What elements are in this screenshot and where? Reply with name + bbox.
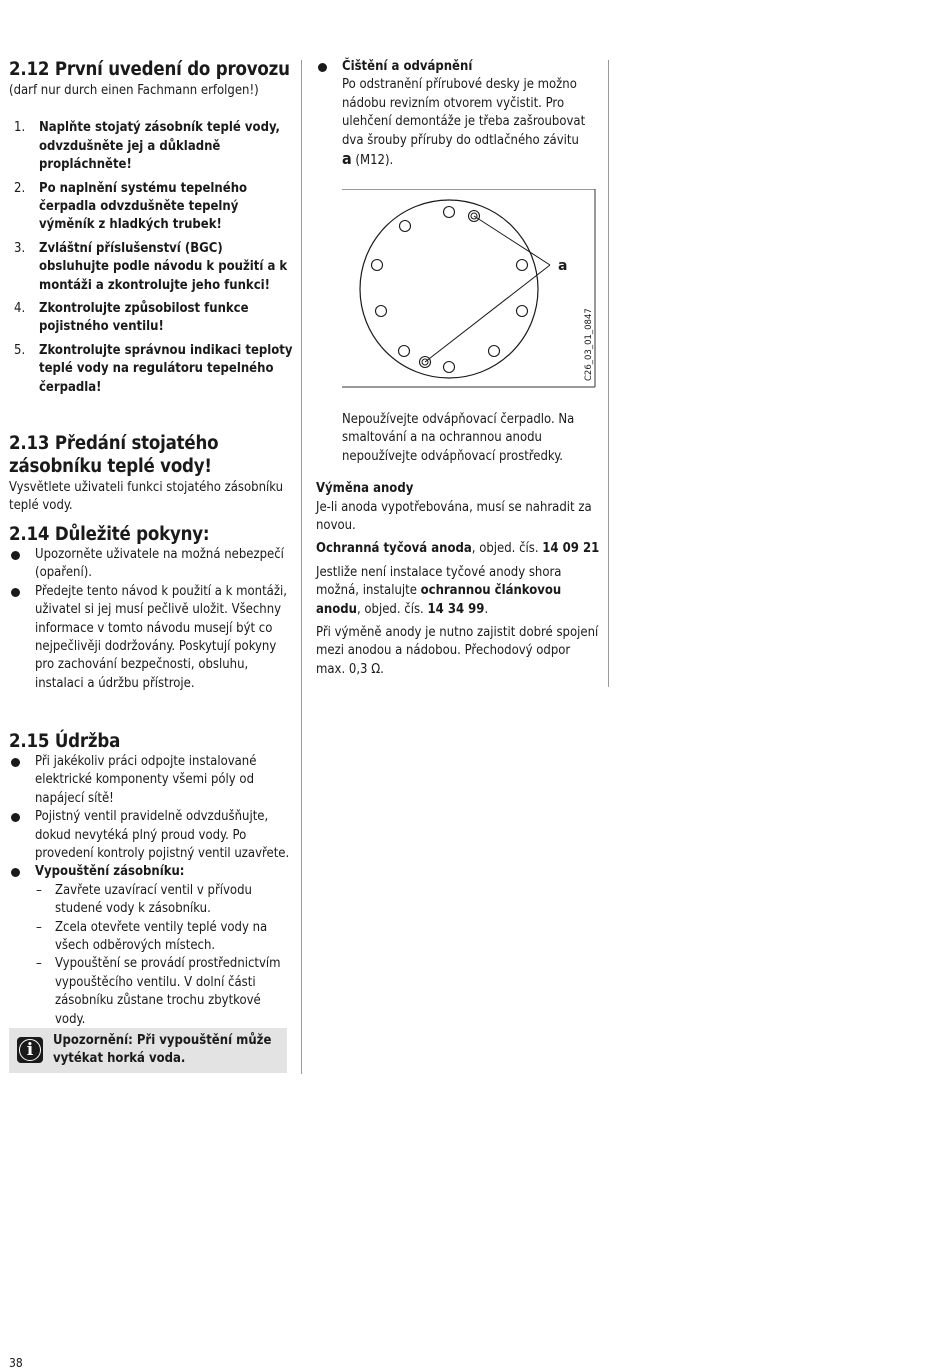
note-text: Upozornění: Při vypouštění může vytékat horká voda.: [53, 1033, 272, 1067]
section-anode: [316, 411, 601, 679]
section-2-14: [9, 523, 294, 693]
section-2-13: [9, 432, 294, 516]
notes-list: [9, 546, 294, 693]
anode-title: Výměna anody: [316, 481, 414, 497]
section-title: 2.13 Předání stojatého zásobníku teplé vody!: [9, 433, 219, 477]
list-item: – Zavřete uzavírací ventil v přívodu studené vody k zásobníku.: [36, 882, 252, 917]
bullet-icon: [318, 63, 327, 72]
bullet-icon: [11, 551, 20, 560]
descale-warning: Nepoužívejte odvápňovací čerpadlo. Na smaltování a na ochrannou anodu nepoužívejte odvápňovací prostředky.: [342, 412, 575, 464]
column-divider-right: [608, 60, 609, 687]
section-2-12: [9, 58, 294, 402]
section-subtitle: (darf nur durch einen Fachmann erfolgen!): [9, 83, 259, 98]
list-item: – Vypouštění se provádí prostřednictvím vypouštěcího ventilu. V dolní části zásobníku zůstane trochu zbytkové vody.: [36, 956, 281, 1027]
info-icon: i: [17, 1037, 43, 1063]
chain-anode-text: Jestliže není instalace tyčové anody shora možná, instalujte ochrannou článkovou anodu, objed. čís. 14 34 99.: [316, 564, 562, 617]
rod-anode-order: Ochranná tyčová anoda, objed. čís. 14 09 21: [316, 541, 600, 557]
flange-diagram: [342, 189, 598, 389]
list-item: 2. Po naplnění systému tepelného čerpadla odvzdušněte tepelný výměník z hladkých trubek!: [14, 180, 248, 233]
section-body: Vysvětlete uživateli funkci stojatého zásobníku teplé vody.: [9, 480, 284, 514]
page-number: 38: [9, 1356, 23, 1370]
warning-note: [9, 1028, 287, 1073]
column-divider: [301, 60, 302, 1074]
clean-title: Čištění a odvápnění: [342, 59, 473, 74]
list-item: Pojistný ventil pravidelně odvzdušňujte, dokud nevytéká plný proud vody. Po provedení kontroly pojistný ventil uzavřete.: [9, 808, 294, 863]
bullet-icon: [11, 868, 20, 877]
contact-text: Při výměně anody je nutno zajistit dobré spojení mezi anodou a nádobou. Přechodový odpor max. 0,3 Ω.: [316, 625, 599, 677]
section-2-15: [9, 730, 294, 1029]
bullet-icon: [11, 758, 20, 767]
bullet-icon: [11, 588, 20, 597]
figure-code: C26_03_01_0847: [584, 308, 594, 381]
section-cleaning: [316, 58, 601, 170]
figure-label: a: [558, 258, 568, 274]
list-item: 4. Zkontrolujte způsobilost funkce pojistného ventilu!: [14, 301, 249, 335]
clean-body: Po odstranění přírubové desky je možno nádobu revizním otvorem vyčistit. Pro ulehčení demontáže je třeba zašroubovat dva šrouby příruby do odtlačného závitu a (M12).: [342, 77, 586, 169]
drain-steps: [35, 882, 294, 1029]
list-item: – Zcela otevřete ventily teplé vody na všech odběrových místech.: [36, 919, 268, 954]
list-item: Předejte tento návod k použití a k montáži, uživatel si jej musí pečlivě uložit. Všechny informace v tomto návodu musejí být co nejpečlivěji dodržovány. Poskytují pokyny pro zachování bezpečnosti, obsluhu, instalaci a údržbu přístroje.: [9, 583, 294, 693]
list-item: 5. Zkontrolujte správnou indikaci teploty teplé vody na regulátoru tepelného čerpadla!: [14, 342, 293, 395]
list-item: 1. Naplňte stojatý zásobník teplé vody, odvzdušněte jej a důkladně propláchněte!: [14, 120, 280, 173]
list-item: Vypouštění zásobníku: – Zavřete uzavírací ventil v přívodu studené vody k zásobníku. – Zcela otevřete ventily teplé vody na všech odběrových místech. – Vypouštění se provádí prostřednictvím vypouštěcího ventilu. V dolní části zásobníku zůstane trochu zbytkové vody.: [9, 863, 294, 1029]
steps-list: [9, 119, 294, 397]
bullet-icon: [11, 813, 20, 822]
section-title: 2.15 Údržba: [9, 731, 121, 752]
section-title: 2.14 Důležité pokyny:: [9, 524, 210, 545]
maintenance-list: [9, 753, 294, 1029]
list-item: 3. Zvláštní příslušenství (BGC) obsluhujte podle návodu k použití a k montáži a zkontrolujte jeho funkci!: [14, 240, 288, 293]
anode-body: Je-li anoda vypotřebována, musí se nahradit za novou.: [316, 499, 592, 534]
list-item: Při jakékoliv práci odpojte instalované elektrické komponenty všemi póly od napájecí sítě!: [9, 753, 294, 808]
list-item: [316, 58, 601, 170]
list-item: Upozorněte uživatele na možná nebezpečí (opaření).: [9, 546, 294, 583]
section-title: 2.12 První uvedení do provozu: [9, 59, 290, 80]
